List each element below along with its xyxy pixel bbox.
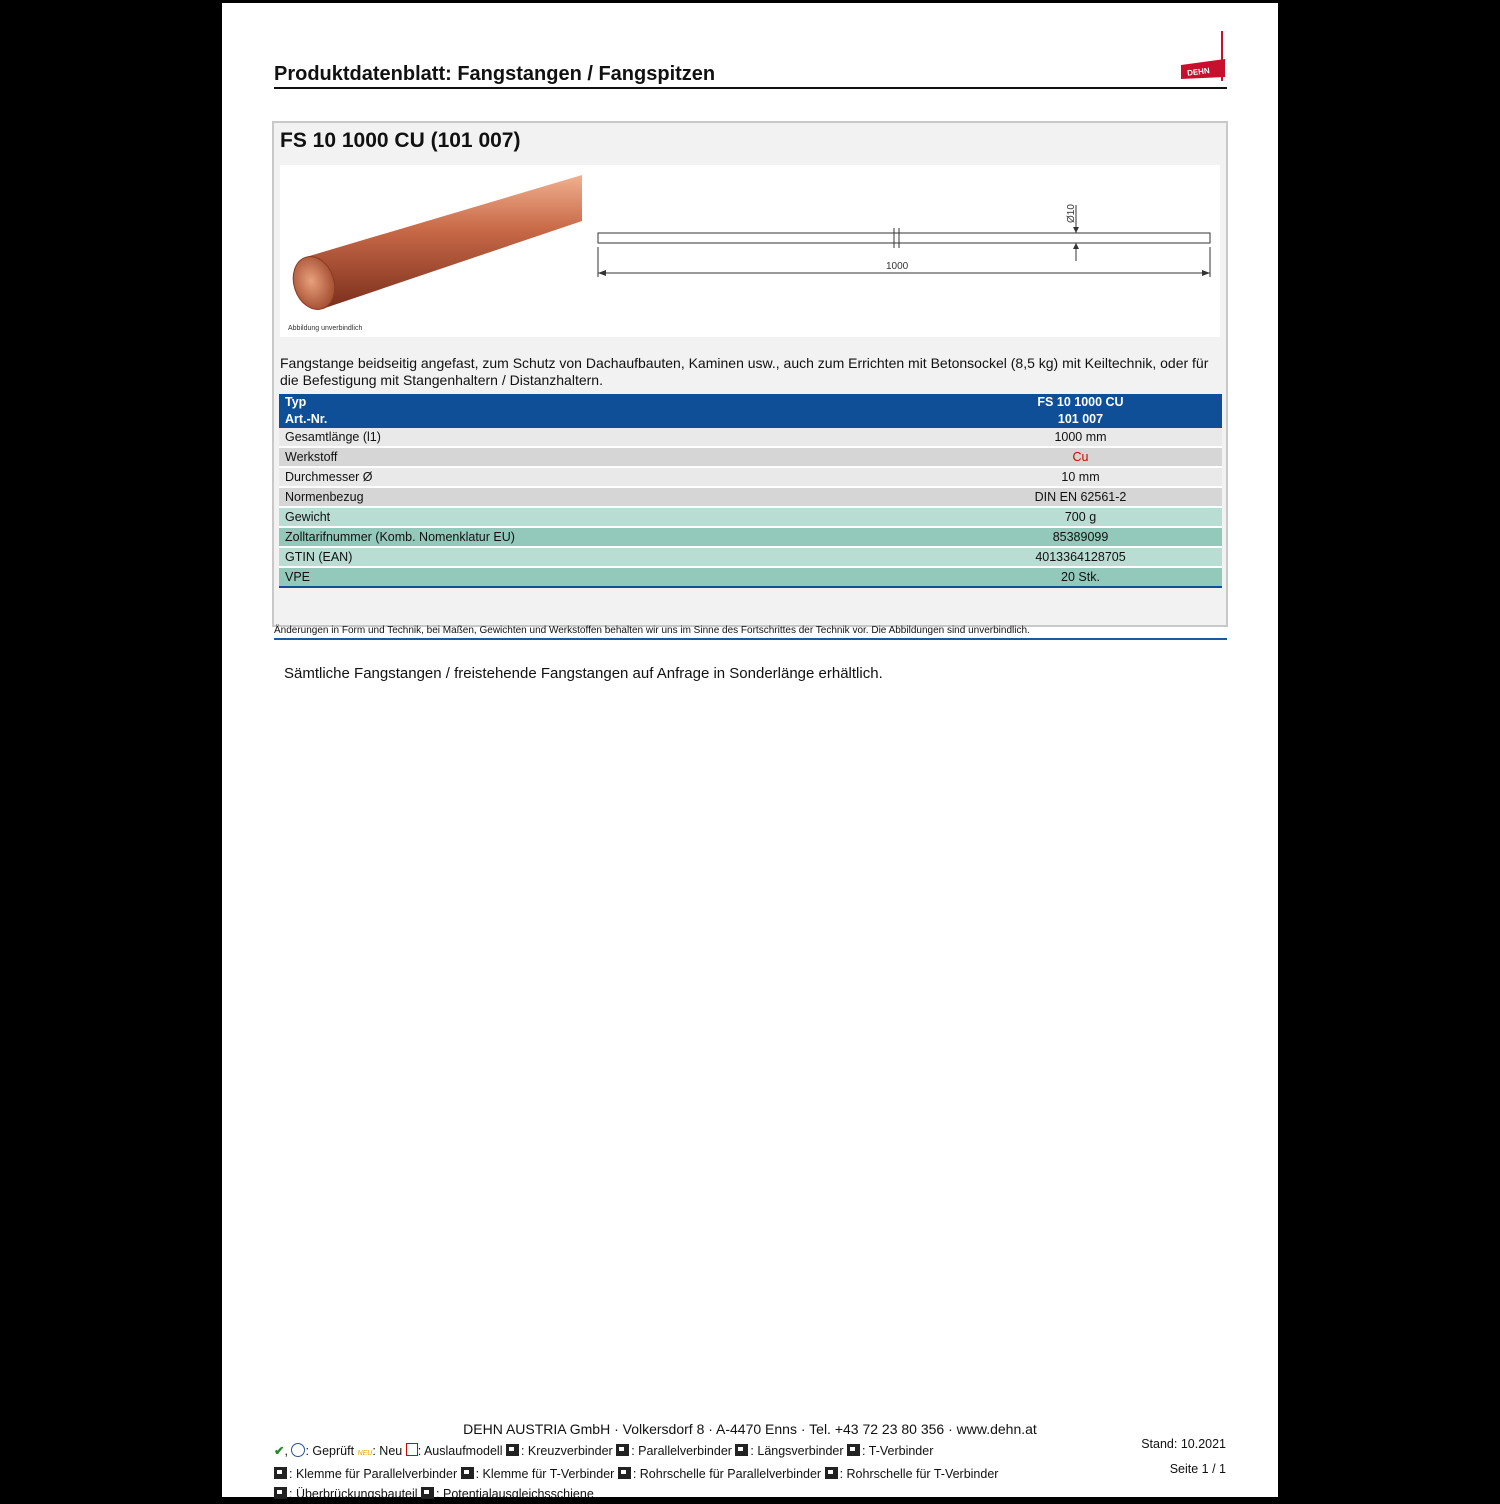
company-footer: DEHN AUSTRIA GmbH · Volkersdorf 8 · A-4470 Enns · Tel. +43 72 23 80 356 · www.dehn.at: [463, 1421, 1037, 1437]
legend-potential: : Potentialausgleichsschiene: [436, 1487, 594, 1501]
row-value: 4013364128705: [939, 547, 1222, 567]
type-value: FS 10 1000 CU: [939, 394, 1222, 411]
row-value: Cu: [939, 447, 1222, 467]
cross-connector-icon: [506, 1444, 519, 1456]
legend-parallel: : Parallelverbinder: [631, 1444, 732, 1458]
table-row: [279, 507, 1222, 527]
disclaimer-text: Änderungen in Form und Technik, bei Maßen, Gewichten und Werkstoffen behalten wir uns im Sinne des Fortschrittes der Technik vor. Die Abbildungen sind unverbindlich.: [274, 625, 1030, 636]
row-label: Gewicht: [279, 507, 939, 527]
row-value: 85389099: [939, 527, 1222, 547]
legend-t: : T-Verbinder: [862, 1444, 934, 1458]
clamp-parallel-icon: [274, 1467, 287, 1479]
product-card: [272, 121, 1228, 627]
revision-date: Stand: 10.2021: [1141, 1437, 1226, 1451]
legend-klemme-parallel: : Klemme für Parallelverbinder: [289, 1467, 458, 1481]
svg-text:DEHN: DEHN: [1186, 66, 1211, 78]
row-label: VPE: [279, 567, 939, 587]
product-title: FS 10 1000 CU (101 007): [280, 129, 521, 152]
table-header-row: [279, 394, 1222, 411]
parallel-connector-icon: [616, 1444, 629, 1456]
clamp-t-icon: [461, 1467, 474, 1479]
row-value: 1000 mm: [939, 428, 1222, 447]
row-value: 700 g: [939, 507, 1222, 527]
page-number: Seite 1 / 1: [1169, 1462, 1226, 1476]
copper-rod-photo: [286, 173, 586, 321]
symbol-legend: ✔, : Geprüft NEU: Neu : Auslaufmodell : Kreuzverbinder : Parallelverbinder : Längsverbinder : T-Verbinder : Klemme für Parallelverbinder : Klemme für T-Verbinder : Rohrschelle für Parallelverbinder : Rohrschelle für T-Verbinder : Überbrückungsbauteil : Potentialausgleichsschiene: [274, 1444, 999, 1501]
discontinued-icon: [406, 1443, 418, 1456]
legend-klemme-t: : Klemme für T-Verbinder: [475, 1467, 615, 1481]
disclaimer-divider: [274, 638, 1227, 640]
table-row: [279, 467, 1222, 487]
artnr-label: Art.-Nr.: [279, 411, 939, 428]
spec-table: [279, 394, 1222, 588]
length-label: 1000: [886, 261, 909, 272]
certificate-icon: [291, 1443, 305, 1457]
equipotential-bar-icon: [421, 1487, 434, 1499]
table-row: [279, 547, 1222, 567]
legend-laengs: : Längsverbinder: [750, 1444, 844, 1458]
type-label: Typ: [279, 394, 939, 411]
row-value: 20 Stk.: [939, 567, 1222, 587]
diameter-label: Ø10: [1066, 204, 1077, 223]
special-length-note: Sämtliche Fangstangen / freistehende Fangstangen auf Anfrage in Sonderlänge erhältlich.: [284, 665, 883, 682]
legend-gepruft: : Geprüft: [305, 1444, 355, 1458]
product-description: Fangstange beidseitig angefast, zum Schutz von Dachaufbauten, Kaminen usw., auch zum Errichten mit Betonsockel (8,5 kg) mit Keiltechnik, oder für die Befestigung mit Stangenhaltern / Distanzhaltern.: [280, 355, 1209, 388]
pipe-clamp-t-icon: [825, 1467, 838, 1479]
row-label: Gesamtlänge (l1): [279, 428, 939, 447]
row-label: Werkstoff: [279, 447, 939, 467]
legend-rohr-t: : Rohrschelle für T-Verbinder: [839, 1467, 999, 1481]
row-label: GTIN (EAN): [279, 547, 939, 567]
legend-kreuz: : Kreuzverbinder: [520, 1444, 613, 1458]
new-badge-icon: NEU: [357, 1450, 373, 1457]
photo-caption: Abbildung unverbindlich: [288, 325, 363, 332]
legend-rohr-parallel: : Rohrschelle für Parallelverbinder: [632, 1467, 822, 1481]
artnr-value: 101 007: [939, 411, 1222, 428]
table-row: [279, 428, 1222, 447]
datasheet-page: [222, 3, 1278, 1501]
dehn-logo: [1177, 31, 1227, 81]
row-label: Normenbezug: [279, 487, 939, 507]
legend-ueberbrueckung: : Überbrückungsbauteil: [289, 1487, 418, 1501]
table-row: [279, 567, 1222, 587]
row-label: Durchmesser Ø: [279, 467, 939, 487]
technical-drawing: [596, 195, 1216, 295]
header-divider: [274, 87, 1227, 89]
longitudinal-connector-icon: [735, 1444, 748, 1456]
table-row: [279, 527, 1222, 547]
bridging-component-icon: [274, 1487, 287, 1499]
pipe-clamp-parallel-icon: [618, 1467, 631, 1479]
row-label: Zolltarifnummer (Komb. Nomenklatur EU): [279, 527, 939, 547]
page-title: Produktdatenblatt: Fangstangen / Fangspitzen: [274, 63, 716, 85]
table-header-row: [279, 411, 1222, 428]
t-connector-icon: [847, 1444, 860, 1456]
table-row: [279, 487, 1222, 507]
figure-area: [280, 165, 1220, 337]
legend-neu: : Neu: [372, 1444, 403, 1458]
check-icon: ✔: [274, 1444, 285, 1458]
row-value: 10 mm: [939, 467, 1222, 487]
row-value: DIN EN 62561-2: [939, 487, 1222, 507]
legend-auslauf: : Auslaufmodell: [417, 1444, 503, 1458]
table-row: [279, 447, 1222, 467]
